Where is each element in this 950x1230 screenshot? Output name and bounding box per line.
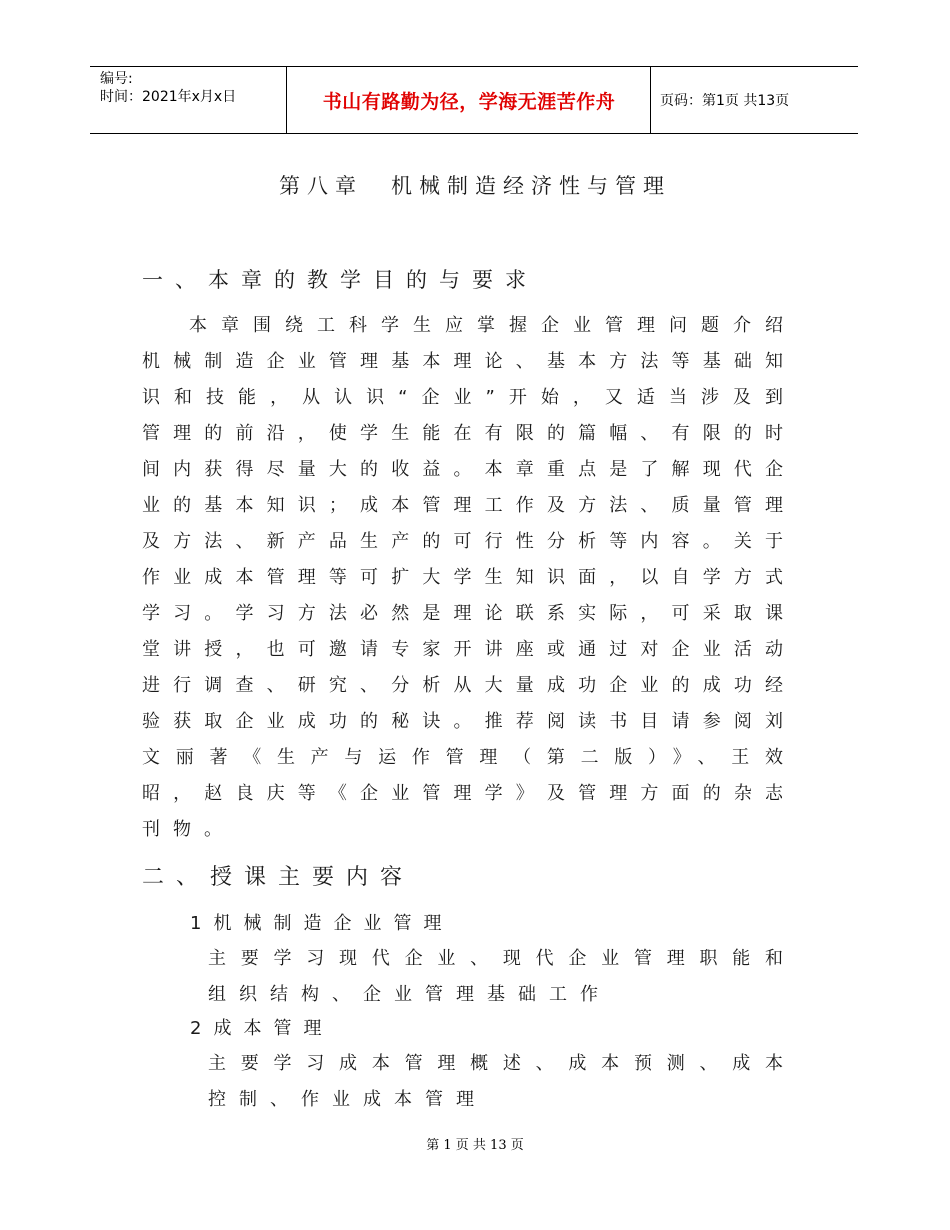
section-heading: 一、本章的教学目的与要求 bbox=[142, 268, 538, 292]
list-item-title: 2成本管理 bbox=[190, 1018, 334, 1039]
list-item-title: 1机械制造企业管理 bbox=[190, 913, 454, 934]
header-divider bbox=[650, 67, 651, 133]
list-item-desc: 主要学习现代企业、现代企业管理职能和组织结构、企业管理基础工作 bbox=[208, 948, 796, 1005]
page-footer: 第 1 页 共 13 页 bbox=[426, 1138, 524, 1153]
time-label: 时间：2021年x月x日 bbox=[100, 89, 237, 105]
document-header bbox=[90, 66, 858, 134]
list-item-desc: 主要学习成本管理概述、成本预测、成本控制、作业成本管理 bbox=[208, 1053, 796, 1110]
header-page-info: 页码：第1页 共13页 bbox=[660, 93, 790, 109]
section-paragraph bbox=[142, 308, 796, 848]
header-divider bbox=[286, 67, 287, 133]
chapter-title: 第八章 机械制造经济性与管理 bbox=[279, 174, 671, 198]
motto: 书山有路勤为径，学海无涯苦作舟 bbox=[322, 90, 616, 113]
number-label: 编号: bbox=[100, 71, 133, 87]
section-heading: 二、授课主要内容 bbox=[142, 865, 415, 890]
header-meta bbox=[100, 70, 236, 106]
paragraph-text: 本章围绕工科学生应掌握企业管理问题介绍机械制造企业管理基本理论、基本方法等基础知识和技能，从认识“企业”开始，又适当涉及到管理的前沿，使学生能在有限的篇幅、有限的时间内获得尽量大的收益。本章重点是了解现代企业的基本知识；成本管理工作及方法、质量管理及方法、新产品生产的可行性分析等内容。关于作业成本管理等可扩大学生知识面，以自学方式学习。学习方法必然是理论联系实际，可采取课堂讲授，也可邀请专家开讲座或通过对企业活动进行调查、研究、分析从大量成功企业的成功经验获取企业成功的秘诀。推荐阅读书目请参阅刘文丽著《生产与运作管理（第二版）》、王效昭，赵良庆等《企业管理学》及管理方面的杂志刊物。 bbox=[142, 315, 796, 840]
